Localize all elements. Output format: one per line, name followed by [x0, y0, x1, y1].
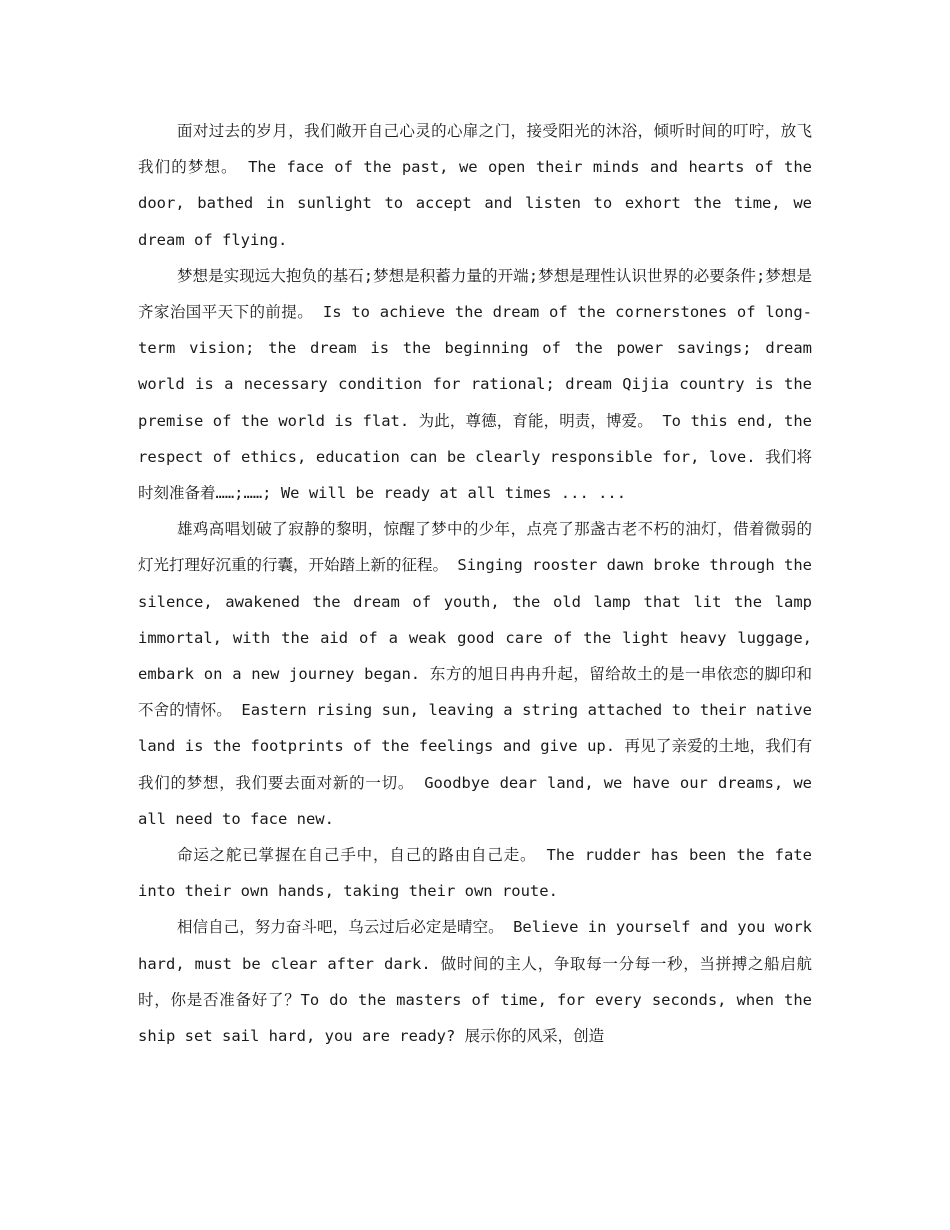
document-body [138, 113, 812, 1054]
paragraph-dreams-past: 面对过去的岁月，我们敞开自己心灵的心扉之门，接受阳光的沐浴，倾听时间的叮咛，放飞我们的梦想。 The face of the past, we open their minds and hearts of the door, bathed in sunlight to accept and listen to exhort the time, we dream of flying. [138, 122, 812, 249]
paragraph-believe-yourself: 相信自己，努力奋斗吧，乌云过后必定是晴空。 Believe in yourself and you work hard, must be clear after dark. 做时间的主人，争取每一分每一秒，当拼搏之船启航时，你是否准备好了？To do the masters of time, for every seconds, when the ship set sail hard, you are ready? 展示你的风采，创造 [138, 918, 812, 1046]
paragraph-dream-cornerstone: 梦想是实现远大抱负的基石;梦想是积蓄力量的开端;梦想是理性认识世界的必要条件;梦想是齐家治国平天下的前提。 Is to achieve the dream of the cornerstones of long-term vision; the dream is the beginning of the power savings; dream world is a necessary condition for rational; dream Qijia country is the premise of the world is flat. 为此，尊德，育能，明责，博爱。 To this end, the respect of ethics, education can be clearly responsible for, love. 我们将时刻准备着……;……; We will be ready at all times ... ... [138, 266, 812, 503]
paragraph-rudder-fate: 命运之舵已掌握在自己手中，自己的路由自己走。 The rudder has been the fate into their own hands, taking their own route. [138, 846, 812, 901]
paragraph-rooster-dawn: 雄鸡高唱划破了寂静的黎明，惊醒了梦中的少年，点亮了那盏古老不朽的油灯，借着微弱的灯光打理好沉重的行囊，开始踏上新的征程。 Singing rooster dawn broke through the silence, awakened the dream of youth, the old lamp that lit the lamp immortal, with the aid of a weak good care of the light heavy luggage, embark on a new journey began. 东方的旭日冉冉升起，留给故土的是一串依恋的脚印和不舍的情怀。 Eastern rising sun, leaving a string attached to their native land is the footprints of the feelings and give up. 再见了亲爱的土地，我们有我们的梦想，我们要去面对新的一切。 Goodbye dear land, we have our dreams, we all need to face new. [138, 520, 812, 828]
